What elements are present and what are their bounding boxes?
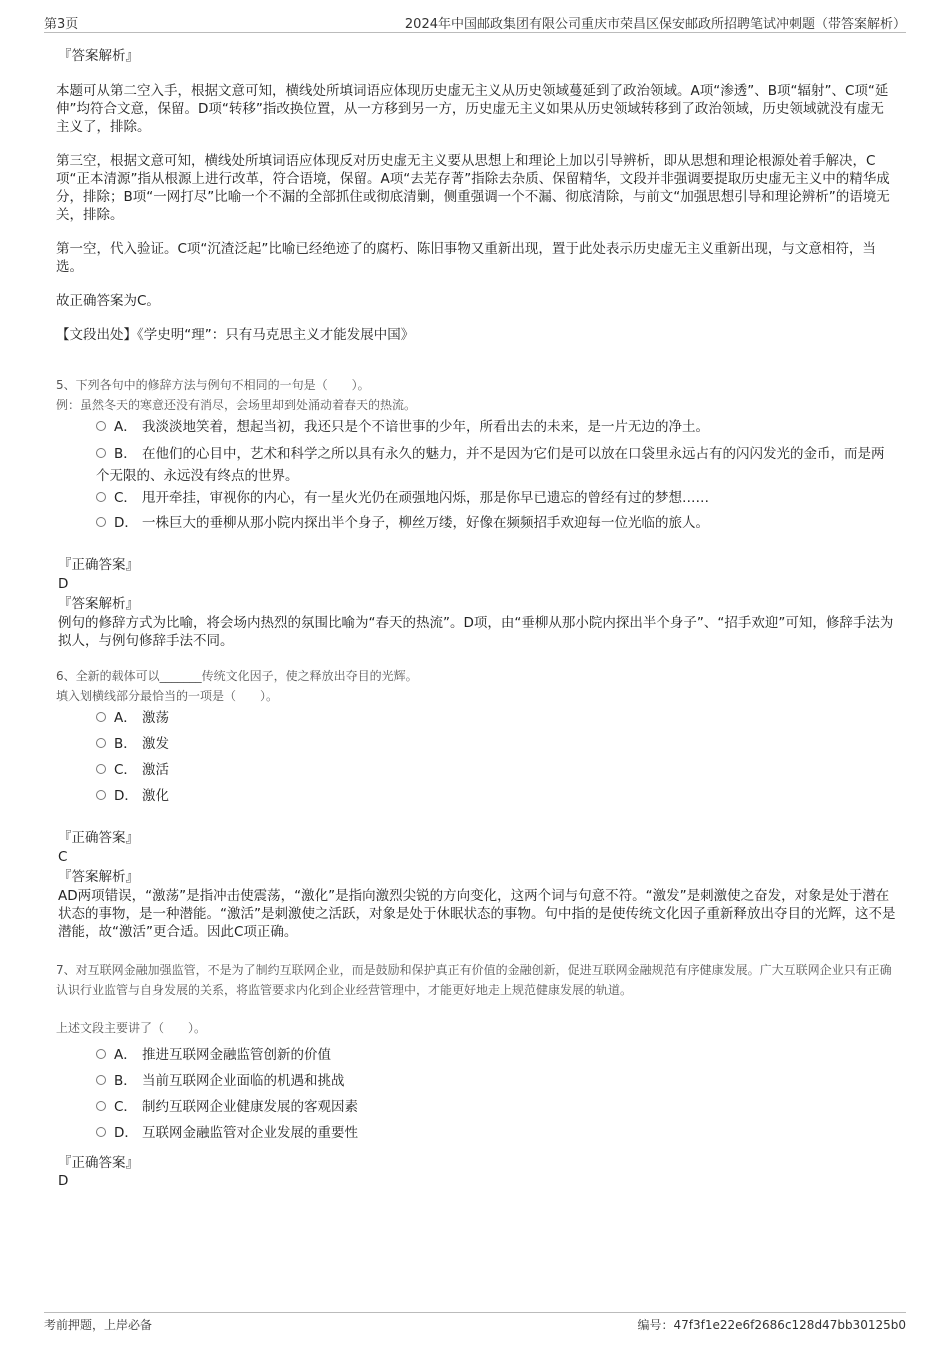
page-header bbox=[44, 10, 906, 33]
radio-icon[interactable] bbox=[96, 1101, 106, 1111]
option-b[interactable]: B． 当前互联网企业面临的机遇和挑战 bbox=[96, 1070, 886, 1092]
question-example: 例：虽然冬天的寒意还没有消尽，会场里却到处涌动着春天的热流。 bbox=[56, 398, 417, 412]
question-stem: 7、对互联网金融加强监管，不是为了制约互联网企业，而是鼓励和保护真正有价值的金融创新，促进互联网金融规范有序健康发展。广大互联网企业只有正确认识行业监管与自身发展的关系，将监管要求内化到企业经营管理中，才能更好地走上规范健康发展的轨道。 bbox=[56, 963, 892, 997]
page-number: 第3页 bbox=[44, 17, 79, 32]
question-stem: 5、下列各句中的修辞方法与例句不相同的一句是（ ）。 bbox=[56, 378, 370, 392]
question-sub: 上述文段主要讲了（ ）。 bbox=[56, 1021, 207, 1035]
document-title: 2024年中国邮政集团有限公司重庆市荣昌区保安邮政所招聘笔试冲刺题（带答案解析） bbox=[404, 17, 906, 32]
option-a[interactable]: A． 我淡淡地笑着，想起当初，我还只是个不谙世事的少年，所看出去的未来，是一片无边的净土。 bbox=[96, 416, 886, 438]
option-c[interactable]: C． 甩开牵挂，审视你的内心，有一星火光仍在顽强地闪烁，那是你早已遗忘的曾经有过的梦想…… bbox=[96, 487, 886, 509]
question-stem: 6、全新的载体可以_______传统文化因子，使之释放出夺目的光辉。 bbox=[56, 669, 418, 683]
option-d[interactable]: D． 互联网金融监管对企业发展的重要性 bbox=[96, 1122, 886, 1144]
source-citation: 【文段出处】《学史明“理”：只有马克思主义才能发展中国》 bbox=[56, 327, 415, 343]
answer-label: 『正确答案』 bbox=[58, 830, 139, 846]
analysis-paragraph: 第三空，根据文意可知，横线处所填词语应体现反对历史虚无主义要从思想上和理论上加以引导辨析，即从思想和理论根源处着手解决，C项“正本清源”指从根源上进行改革，符合语境，保留。A项“去芜存菁”指除去杂质、保留精华，文段并非强调要提取历史虚无主义中的精华成分，排除；B项“一网打尽”比喻一个不漏的全部抓住或彻底清剿，侧重强调一个不漏、彻底清除，与前文“加强思想引导和理论辨析”的语境无关，排除。 bbox=[56, 153, 890, 223]
page-footer bbox=[44, 1312, 906, 1333]
analysis-label: 『答案解析』 bbox=[58, 48, 139, 64]
option-b[interactable]: B． 激发 bbox=[96, 733, 886, 755]
option-d[interactable]: D． 一株巨大的垂柳从那小院内探出半个身子，柳丝万缕，好像在频频招手欢迎每一位光临的旅人。 bbox=[96, 512, 886, 534]
analysis-text: 例句的修辞方式为比喻，将会场内热烈的氛围比喻为“春天的热流”。D项，由“垂柳从那小院内探出半个身子”、“招手欢迎”可知，修辞手法为拟人，与例句修辞手法不同。 bbox=[58, 615, 894, 649]
radio-icon[interactable] bbox=[96, 1127, 106, 1137]
question-sub: 填入划横线部分最恰当的一项是（ ）。 bbox=[56, 689, 279, 703]
correct-answer: D bbox=[58, 1173, 69, 1189]
option-c[interactable]: C． 制约互联网企业健康发展的客观因素 bbox=[96, 1096, 886, 1118]
analysis-paragraph: 本题可从第二空入手，根据文意可知，横线处所填词语应体现历史虚无主义从历史领域蔓延到了政治领域。A项“渗透”、B项“辐射”、C项“延伸”均符合文意，保留。D项“转移”指改换位置，从一方移到另一方，历史虚无主义如果从历史领域转移到了政治领域，历史领域就没有虚无主义了，排除。 bbox=[56, 83, 889, 135]
radio-icon[interactable] bbox=[96, 712, 106, 722]
footer-slogan: 考前押题，上岸必备 bbox=[44, 1318, 153, 1332]
radio-icon[interactable] bbox=[96, 492, 106, 502]
analysis-label: 『答案解析』 bbox=[58, 869, 139, 885]
document-id: 编号：47f3f1e22e6f2686c128d47bb30125b0 bbox=[637, 1318, 906, 1332]
radio-icon[interactable] bbox=[96, 517, 106, 527]
analysis-paragraph: 第一空，代入验证。C项“沉渣泛起”比喻已经绝迹了的腐朽、陈旧事物又重新出现，置于此处表示历史虚无主义重新出现，与文意相符，当选。 bbox=[56, 241, 876, 275]
option-c[interactable]: C． 激活 bbox=[96, 759, 886, 781]
option-d[interactable]: D． 激化 bbox=[96, 785, 886, 807]
radio-icon[interactable] bbox=[96, 421, 106, 431]
correct-answer: C bbox=[58, 849, 68, 865]
radio-icon[interactable] bbox=[96, 738, 106, 748]
answer-label: 『正确答案』 bbox=[58, 557, 139, 573]
option-b[interactable]: B． 在他们的心目中，艺术和科学之所以具有永久的魅力，并不是因为它们是可以放在口袋里永远占有的闪闪发光的金币，而是两个无限的、永远没有终点的世界。 bbox=[96, 446, 885, 484]
radio-icon[interactable] bbox=[96, 1075, 106, 1085]
answer-conclusion: 故正确答案为C。 bbox=[56, 293, 160, 309]
radio-icon[interactable] bbox=[96, 790, 106, 800]
analysis-text: AD两项错误，“激荡”是指冲击使震荡，“激化”是指向激烈尖锐的方向变化，这两个词与句意不符。“激发”是刺激使之奋发，对象是处于潜在状态的事物，是一种潜能。“激活”是刺激使之活跃，对象是处于休眠状态的事物。句中指的是使传统文化因子重新释放出夺目的光辉，这不是潜能，故“激活”更合适。因此C项正确。 bbox=[58, 888, 896, 940]
radio-icon[interactable] bbox=[96, 1049, 106, 1059]
analysis-label: 『答案解析』 bbox=[58, 596, 139, 612]
correct-answer: D bbox=[58, 576, 69, 592]
answer-label: 『正确答案』 bbox=[58, 1155, 139, 1171]
option-a[interactable]: A． 推进互联网金融监管创新的价值 bbox=[96, 1044, 886, 1066]
radio-icon[interactable] bbox=[96, 448, 106, 458]
radio-icon[interactable] bbox=[96, 764, 106, 774]
option-a[interactable]: A． 激荡 bbox=[96, 707, 886, 729]
